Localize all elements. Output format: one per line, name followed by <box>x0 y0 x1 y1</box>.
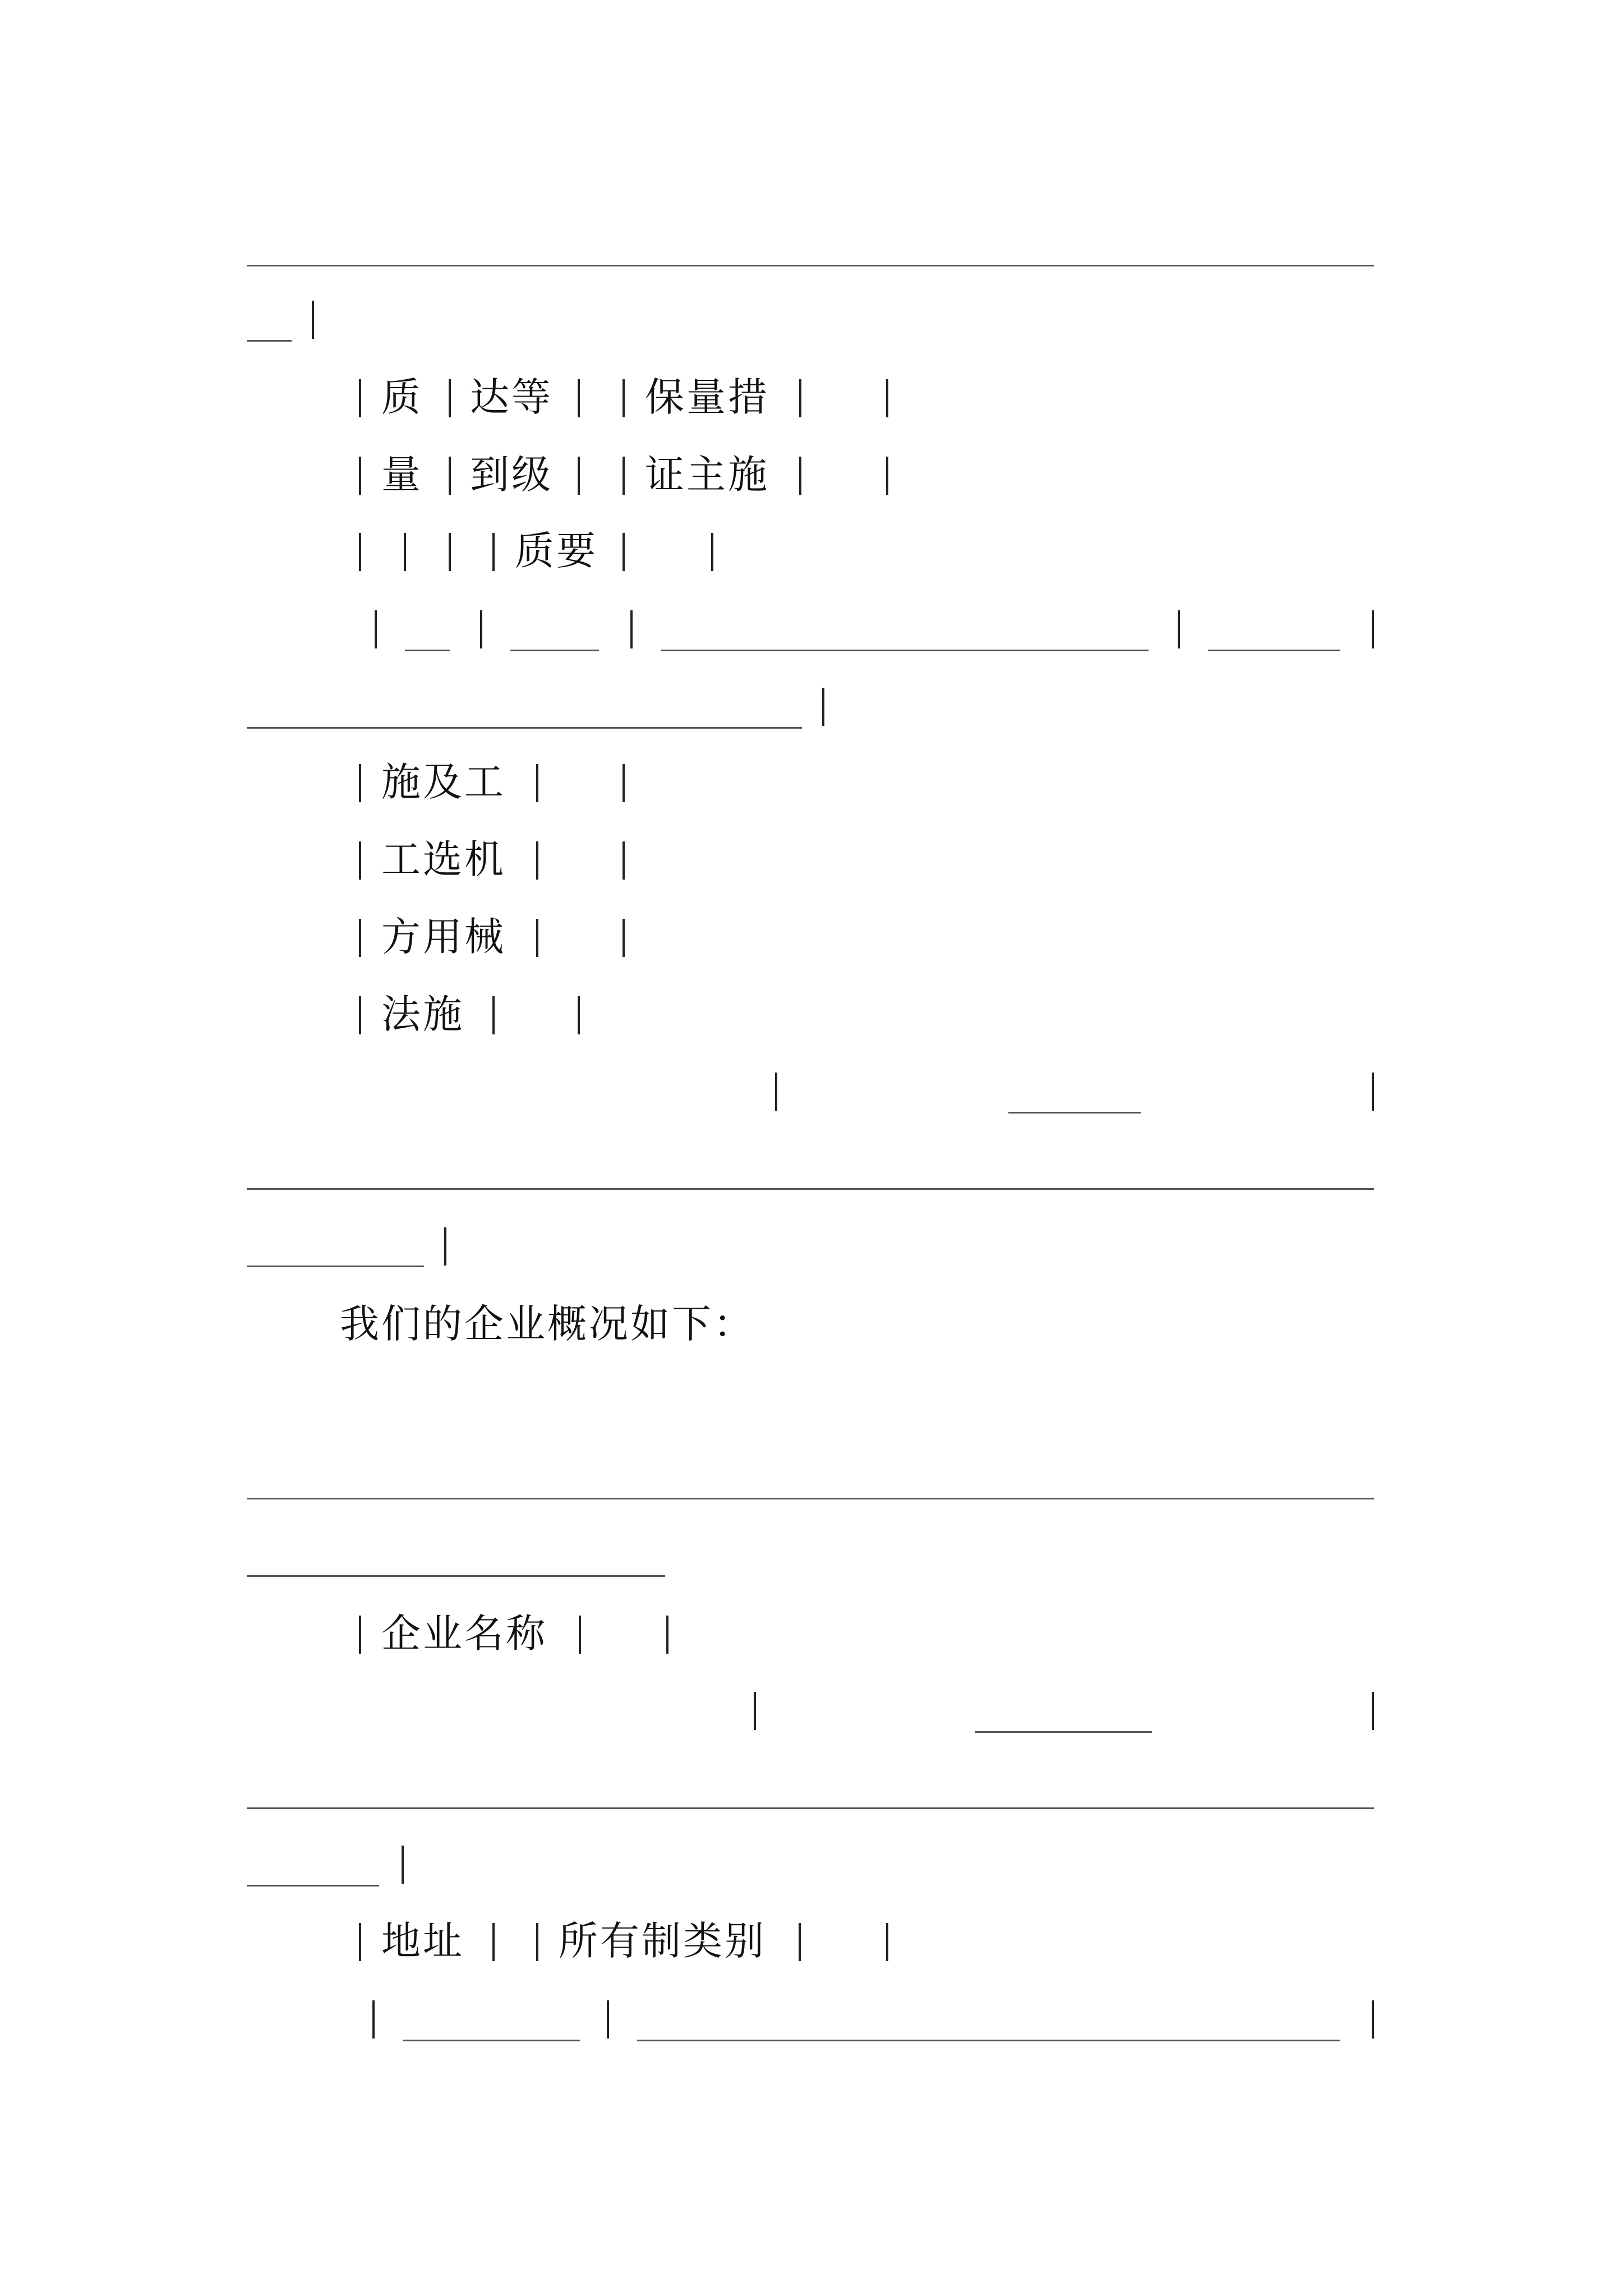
table-border <box>492 996 495 1034</box>
method-line-3: 方用械 <box>381 914 506 960</box>
method-line-2: 工选机 <box>381 836 506 882</box>
table-border <box>1372 1692 1374 1730</box>
table-border <box>359 841 361 880</box>
table-border <box>402 1846 404 1884</box>
table-border <box>536 1923 538 1961</box>
table-border <box>536 919 538 957</box>
quality-col2-line1: 达等 <box>470 374 553 420</box>
quality-col2-line2: 到级 <box>470 452 553 498</box>
enterprise-name-label: 企业名称 <box>381 1611 547 1657</box>
table-border <box>886 1923 888 1961</box>
table-border <box>404 533 406 571</box>
table-border <box>886 379 888 417</box>
ownership-label: 所有制类别 <box>559 1918 766 1964</box>
table-border <box>822 688 824 726</box>
table-border <box>1372 1073 1374 1111</box>
table-border <box>536 764 538 802</box>
table-border <box>359 1616 361 1654</box>
table-border <box>312 301 314 339</box>
method-line-4: 法施 <box>381 991 464 1037</box>
table-border <box>359 1923 361 1961</box>
table-border <box>1372 610 1374 648</box>
table-border <box>799 1923 801 1961</box>
table-rule <box>247 727 802 729</box>
table-rule <box>510 650 599 651</box>
table-border <box>630 610 633 648</box>
table-border <box>578 379 580 417</box>
table-rule <box>247 1807 1374 1809</box>
table-rule <box>1208 650 1340 651</box>
table-border <box>799 457 801 495</box>
intro-paragraph: 我们的企业概况如下： <box>340 1301 755 1347</box>
table-border <box>359 764 361 802</box>
table-rule <box>637 2040 1340 2041</box>
table-border <box>578 457 580 495</box>
table-border <box>623 919 625 957</box>
table-border <box>775 1073 777 1111</box>
table-border <box>480 610 482 648</box>
table-border <box>623 379 625 417</box>
table-border <box>623 764 625 802</box>
table-border <box>1372 2000 1374 2039</box>
table-border <box>711 533 713 571</box>
table-border <box>578 996 580 1034</box>
table-rule <box>661 650 1149 651</box>
quality-col3-line3: 质要 <box>515 528 598 574</box>
table-rule <box>1008 1112 1141 1114</box>
table-border <box>536 841 538 880</box>
table-border <box>449 457 451 495</box>
table-border <box>492 533 495 571</box>
method-line-1: 施及工 <box>381 759 506 805</box>
table-rule <box>247 1266 424 1267</box>
quality-col3-line2: 证主施 <box>645 452 769 498</box>
table-border <box>1178 610 1180 648</box>
table-border <box>623 841 625 880</box>
table-border <box>375 610 377 648</box>
table-border <box>623 457 625 495</box>
table-border <box>444 1227 446 1266</box>
table-border <box>886 457 888 495</box>
table-border <box>666 1616 668 1654</box>
address-label: 地址 <box>381 1918 464 1964</box>
table-border <box>492 1923 495 1961</box>
table-border <box>359 996 361 1034</box>
table-border <box>372 2000 375 2039</box>
table-border <box>623 533 625 571</box>
table-rule <box>247 1575 665 1577</box>
table-border <box>359 379 361 417</box>
table-rule <box>247 265 1374 266</box>
table-border <box>359 533 361 571</box>
quality-col1-line1: 质 <box>381 374 423 420</box>
table-border <box>449 533 451 571</box>
table-border <box>359 919 361 957</box>
table-border <box>579 1616 581 1654</box>
table-border <box>449 379 451 417</box>
table-rule <box>247 1498 1374 1499</box>
table-border <box>799 379 801 417</box>
table-rule <box>403 2040 580 2041</box>
table-border <box>607 2000 609 2039</box>
table-rule <box>975 1731 1152 1733</box>
table-rule <box>247 1885 379 1887</box>
table-border <box>359 457 361 495</box>
quality-col3-line1: 保量措 <box>645 374 769 420</box>
quality-col1-line2: 量 <box>381 452 423 498</box>
table-rule <box>247 340 292 342</box>
table-border <box>754 1692 756 1730</box>
table-rule <box>405 650 450 651</box>
table-rule <box>247 1188 1374 1190</box>
